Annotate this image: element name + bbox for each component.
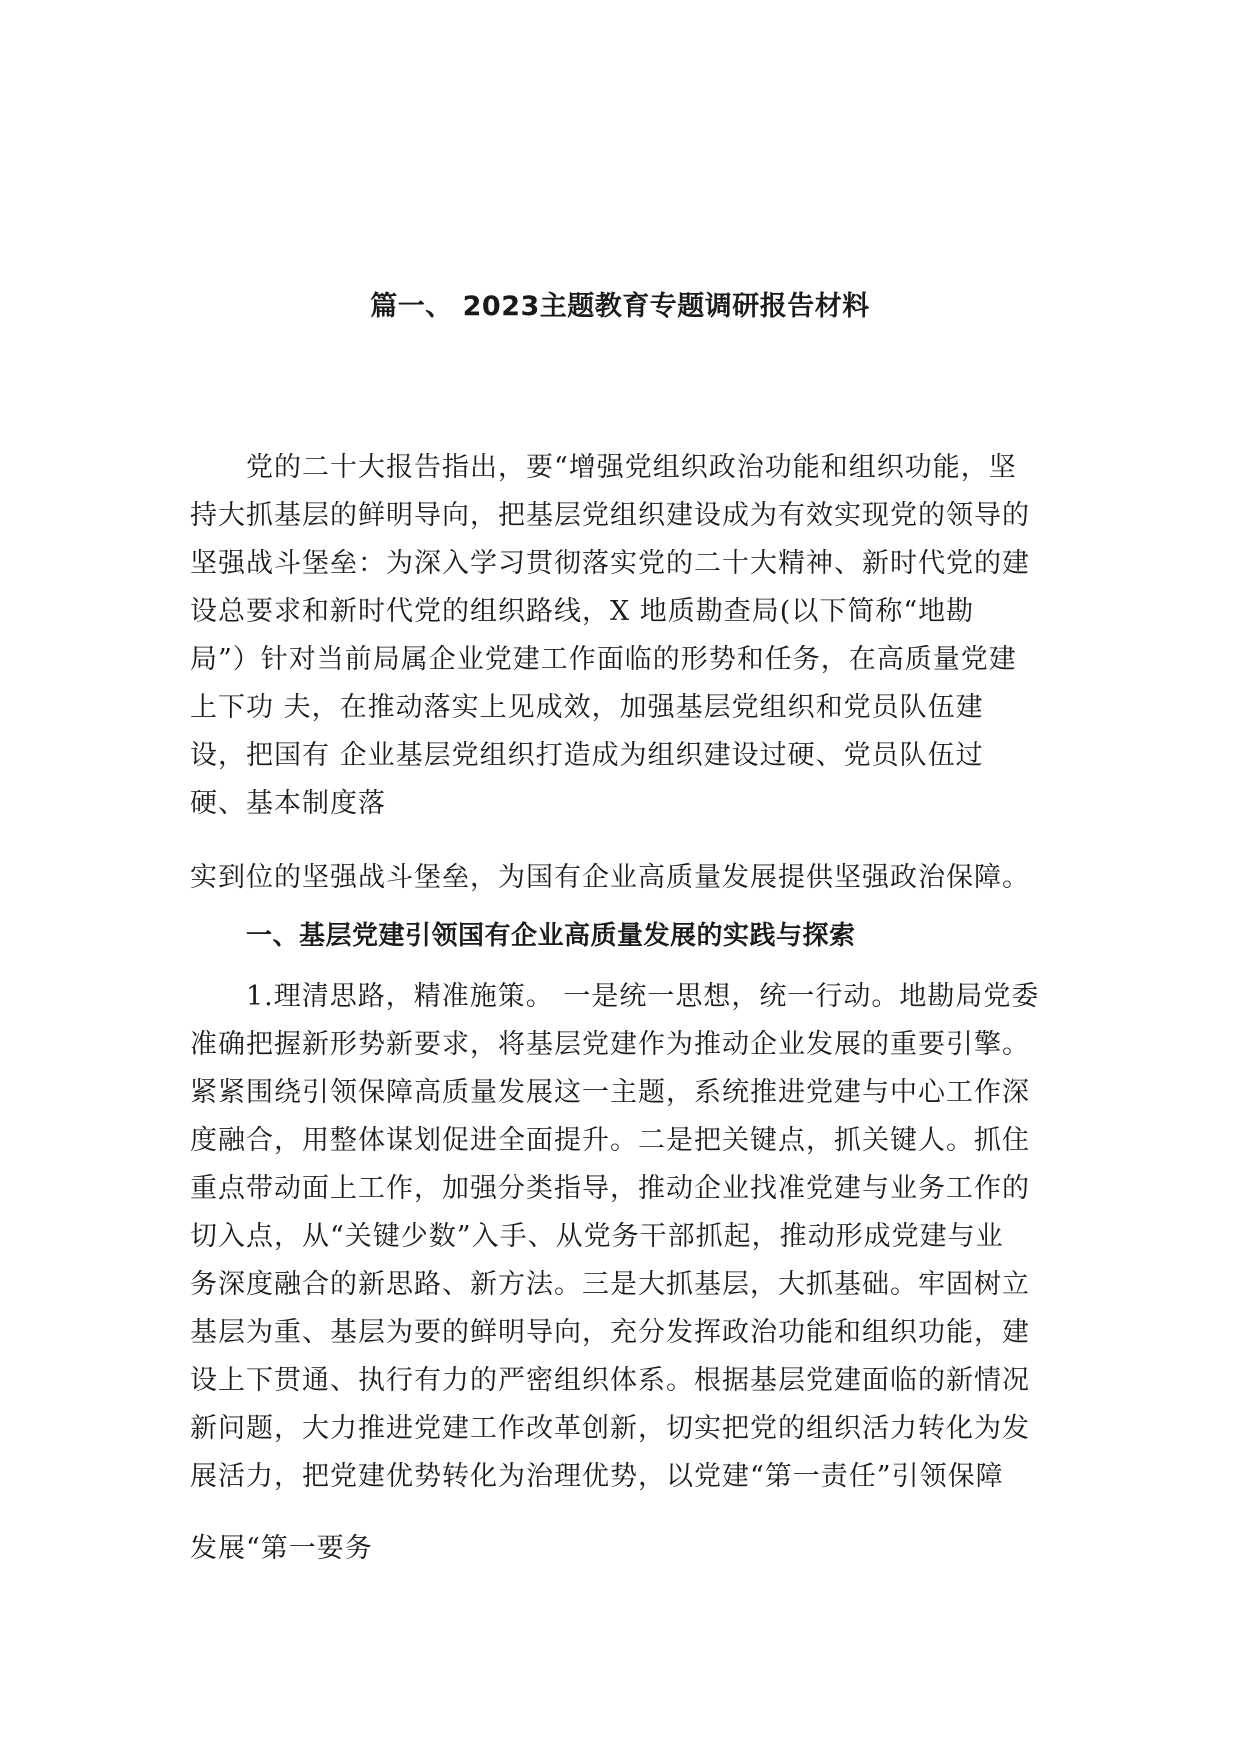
body-line: 切入点，从“关键少数”入手、从党务干部抓起，推动形成党建与业 [190, 1221, 1004, 1252]
intro-line: 设，把国有 企业基层党组织打造成为组织建设过硬、党员队伍过 [190, 740, 984, 771]
body-line: 准确把握新形势新要求，将基层党建作为推动企业发展的重要引擎。 [190, 1029, 1030, 1060]
intro-line: 党的二十大报告指出，要“增强党组织政治功能和组织功能，坚 [246, 452, 1017, 483]
body-line: 1.理清思路，精准施策。 一是统一思想，统一行动。地勘局党委 [246, 981, 1040, 1012]
intro-line: 设总要求和新时代党的组织路线，X 地质勘查局(以下简称“地勘 [190, 596, 975, 627]
document-title: 篇一、 2023主题教育专题调研报告材料 [370, 291, 870, 322]
intro-line: 局”）针对当前局属企业党建工作面临的形势和任务，在高质量党建 [190, 644, 1017, 675]
intro-line: 硬、基本制度落 [190, 788, 386, 819]
body-line: 度融合，用整体谋划促进全面提升。二是把关键点，抓关键人。抓住 [190, 1125, 1030, 1156]
body-line: 重点带动面上工作，加强分类指导，推动企业找准党建与业务工作的 [190, 1173, 1030, 1204]
intro-line: 实到位的坚强战斗堡垒，为国有企业高质量发展提供坚强政治保障。 [190, 862, 1030, 893]
body-line: 基层为重、基层为要的鲜明导向，充分发挥政治功能和组织功能，建 [190, 1317, 1030, 1348]
intro-line: 坚强战斗堡垒：为深入学习贯彻落实党的二十大精神、新时代党的建 [190, 548, 1030, 579]
body-line: 发展“第一要务 [190, 1533, 373, 1564]
body-line: 紧紧围绕引领保障高质量发展这一主题，系统推进党建与中心工作深 [190, 1077, 1030, 1108]
intro-line: 持大抓基层的鲜明导向，把基层党组织建设成为有效实现党的领导的 [190, 500, 1030, 531]
intro-line: 上下功 夫，在推动落实上见成效，加强基层党组织和党员队伍建 [190, 692, 984, 723]
body-line: 设上下贯通、执行有力的严密组织体系。根据基层党建面临的新情况 [190, 1365, 1030, 1396]
body-line: 新问题，大力推进党建工作改革创新，切实把党的组织活力转化为发 [190, 1413, 1030, 1444]
section-heading: 一、基层党建引领国有企业高质量发展的实践与探索 [246, 921, 856, 951]
body-line: 展活力，把党建优势转化为治理优势，以党建“第一责任”引领保障 [190, 1461, 1004, 1492]
body-line: 务深度融合的新思路、新方法。三是大抓基层，大抓基础。牢固树立 [190, 1269, 1030, 1300]
